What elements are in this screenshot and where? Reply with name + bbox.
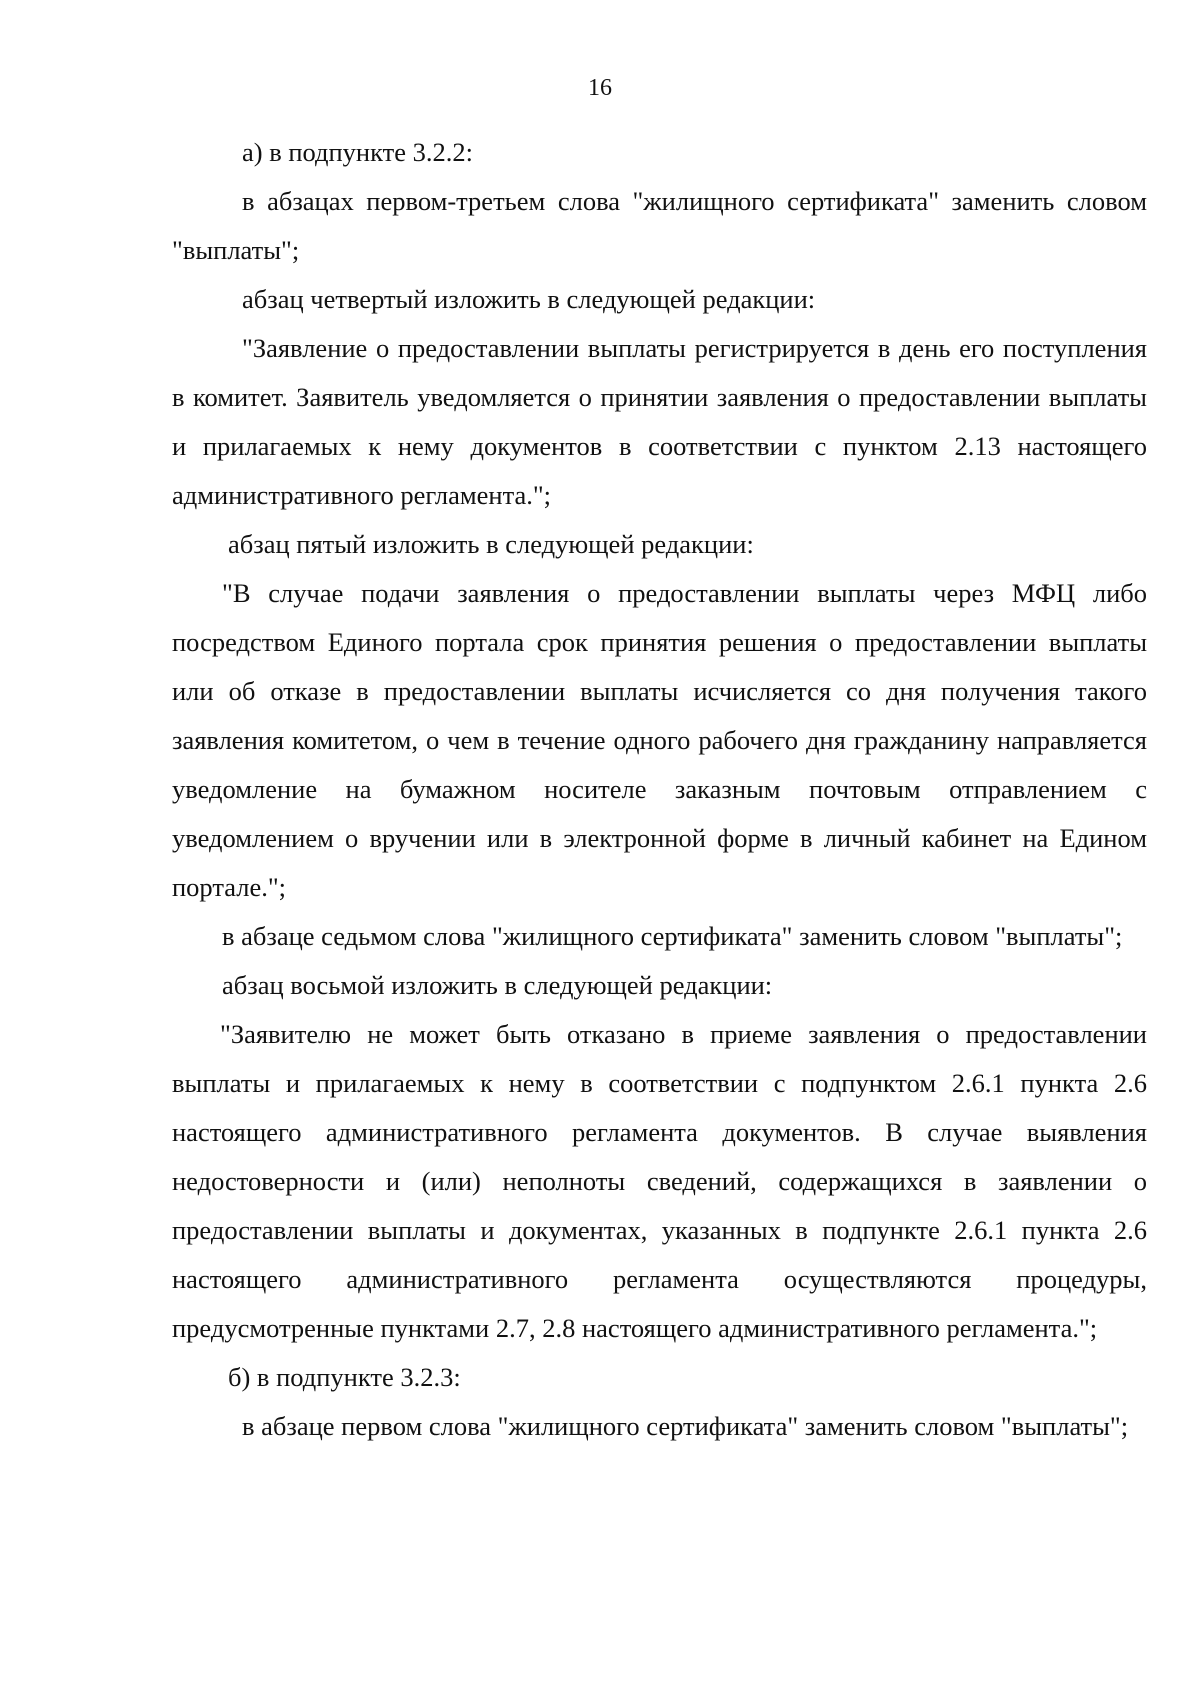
- paragraph-fifth-text: "В случае подачи заявления о предоставлении выплаты через МФЦ либо посредством Единого портала срок принятия решения о предоставлении выплаты или об отказе в предоставлении выплаты исчисляется со дня получения такого заявления комитетом, о чем в течение одного рабочего дня гражданину направляется уведомление на бумажном носителе заказным почтовым отправлением с уведомлением о вручении или в электронной форме в личный кабинет на Едином портале.";: [172, 578, 1147, 902]
- paragraph-fifth-intro: абзац пятый изложить в следующей редакции:: [228, 529, 754, 559]
- paragraph-amend-first: в абзаце первом слова "жилищного сертификата" заменить словом "выплаты";: [242, 1411, 1129, 1441]
- paragraph-fourth-intro: абзац четвертый изложить в следующей редакции:: [242, 284, 816, 314]
- paragraph-subitem-b: б) в подпункте 3.2.3:: [228, 1362, 461, 1392]
- paragraph-amend-seventh: в абзаце седьмом слова "жилищного сертификата" заменить словом "выплаты";: [222, 921, 1123, 951]
- paragraph-fourth-text: "Заявление о предоставлении выплаты регистрируется в день его поступления в комитет. Заявитель уведомляется о принятии заявления о предоставлении выплаты и прилагаемых к нему документов в соответствии с пунктом 2.13 настоящего административного регламента.";: [172, 333, 1147, 510]
- document-body: [172, 128, 1147, 1451]
- page-number: 16: [588, 75, 612, 101]
- paragraph-eighth-intro: абзац восьмой изложить в следующей редакции:: [222, 970, 773, 1000]
- paragraph-subitem-a: а) в подпункте 3.2.2:: [242, 137, 473, 167]
- paragraph-eighth-text: "Заявителю не может быть отказано в приеме заявления о предоставлении выплаты и прилагаемых к нему в соответствии с подпунктом 2.6.1 пункта 2.6 настоящего административного регламента документов. В случае выявления недостоверности и (или) неполноты сведений, содержащихся в заявлении о предоставлении выплаты и документах, указанных в подпункте 2.6.1 пункта 2.6 настоящего административного регламента осуществляются процедуры, предусмотренные пунктами 2.7, 2.8 настоящего административного регламента.";: [172, 1019, 1147, 1343]
- paragraph-amend-first-third: в абзацах первом-третьем слова "жилищного сертификата" заменить словом "выплаты";: [172, 186, 1147, 265]
